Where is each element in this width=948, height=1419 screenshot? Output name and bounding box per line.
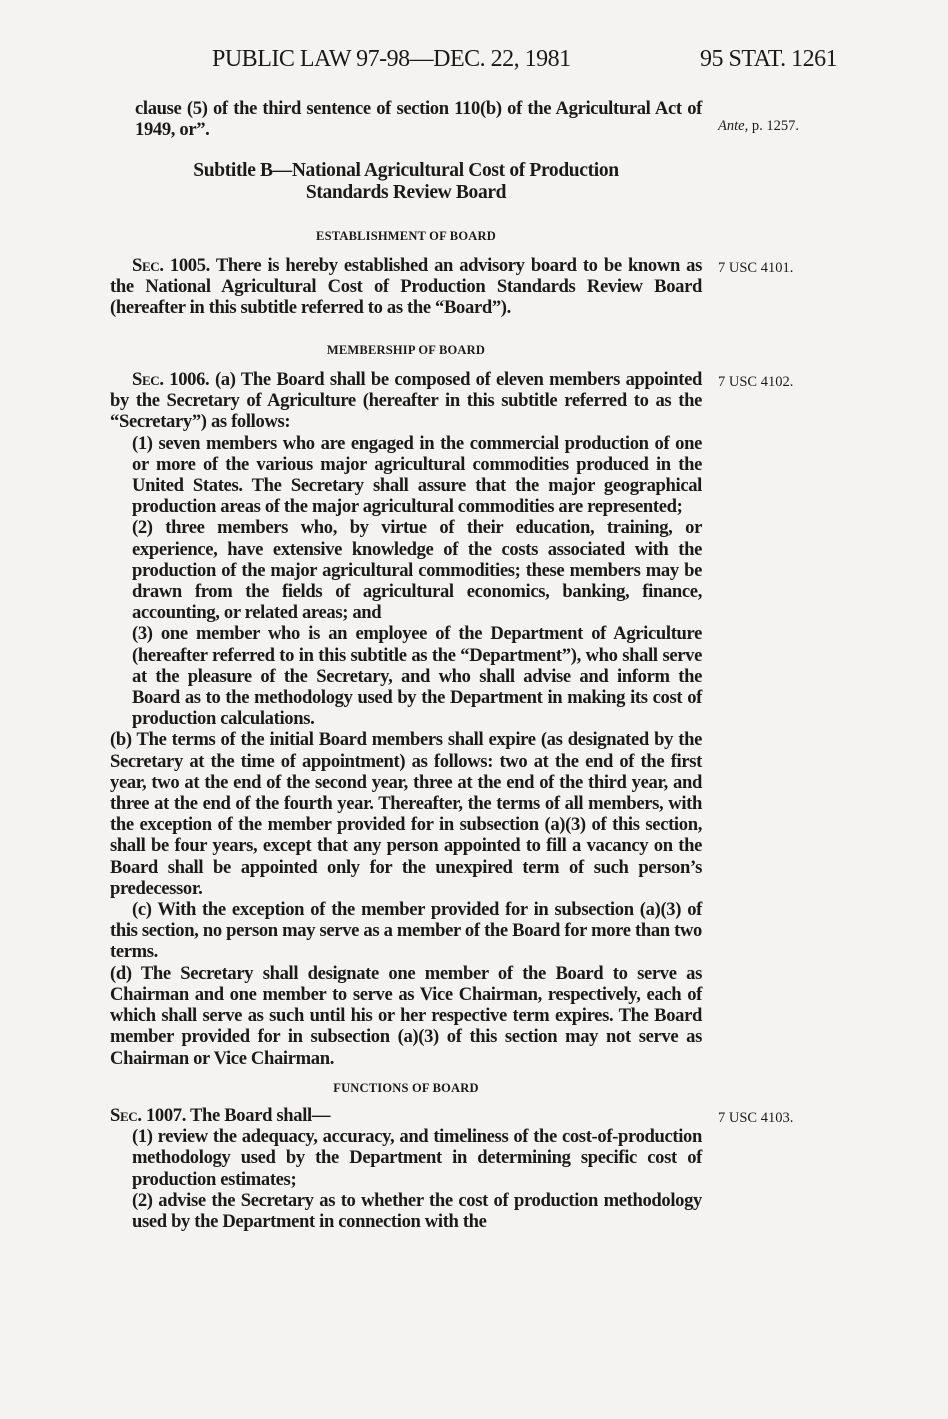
intro-paragraph: clause (5) of the third sentence of section 110(b) of the Agricultural Act of 1949, or”. (135, 98, 702, 141)
membership-subsection-d: (d) The Secretary shall designate one member of the Board to serve as Chairman and one member to serve as Vice Chairman, respectively, each of which shall serve as such until his or her respective term expires. The Board member provided for in subsection (a)(3) of this section may not serve as Chairman or Vice Chairman. (110, 962, 702, 1069)
membership-item-3: (3) one member who is an employee of the Department of Agriculture (hereafter referred to in this subtitle as the “Department”), who shall serve at the pleasure of the Secretary, and who shall advise and inform the Board as to the methodology used by the Department in making its cost of production calculations. (132, 623, 702, 730)
margin-note-usc-4102: 7 USC 4102. (718, 374, 794, 390)
functions-item-1: (1) review the adequacy, accuracy, and timeliness of the cost-of-production methodology used by the Department in determining specific cost of production estimates; (132, 1126, 702, 1190)
section-1006 (110, 369, 702, 1069)
section-1007-text: 1007. The Board shall— (141, 1105, 331, 1126)
section-heading-membership: MEMBERSHIP OF BOARD (326, 343, 486, 357)
subtitle-line-2: Standards Review Board (305, 182, 507, 203)
membership-subsection-c: (c) With the exception of the member provided for in subsection (a)(3) of this section, no person may serve as a member of the Board for more than two terms. (110, 899, 702, 963)
section-1006-text: 1006. (a) The Board shall be composed of eleven members appointed by the Secretary of Agriculture (hereafter in this subtitle referred to as the “Secretary”) as follows: (110, 369, 702, 433)
section-1007 (110, 1105, 702, 1232)
section-heading-establishment: ESTABLISHMENT OF BOARD (316, 229, 496, 243)
margin-note-ante (718, 118, 799, 135)
page-number: 95 STAT. 1261 (700, 46, 838, 72)
margin-note-ante-page: p. 1257. (748, 118, 799, 134)
membership-subsection-b: (b) The terms of the initial Board members shall expire (as designated by the Secretary at the time of appointment) as follows: two at the end of the first year, two at the end of the second year, three at the end of the third year, and three at the end of the fourth year. Thereafter, the terms of all members, with the exception of the member provided for in subsection (a)(3) of this section, shall be four years, except that any person appointed to fill a vacancy on the Board shall be appointed only for the unexpired term of such person’s predecessor. (110, 729, 702, 899)
functions-item-2: (2) advise the Secretary as to whether the cost of production methodology used by the Department in connection with the (132, 1189, 702, 1233)
sec-label: Sec. (132, 255, 164, 276)
section-heading-functions: FUNCTIONS OF BOARD (333, 1081, 479, 1095)
margin-note-ante-italic: Ante, (718, 118, 749, 134)
membership-item-1: (1) seven members who are engaged in the commercial production of one or more of the various major agricultural commodities produced in the United States. The Secretary shall assure that the major geographical production areas of the major agricultural commodities are represented; (132, 432, 702, 518)
section-1005-text: 1005. There is hereby established an advisory board to be known as the National Agricultural Cost of Production Standards Review Board (hereafter in this subtitle referred to as the “Board”). (110, 255, 702, 319)
running-header-title: PUBLIC LAW 97-98—DEC. 22, 1981 (212, 46, 571, 72)
margin-note-usc-4103: 7 USC 4103. (718, 1110, 794, 1126)
margin-note-usc-4101: 7 USC 4101. (718, 260, 794, 276)
subtitle-line-1: Subtitle B—National Agricultural Cost of Production (193, 160, 619, 181)
section-1005 (110, 255, 702, 319)
subtitle-heading (110, 160, 702, 204)
sec-label: Sec. (110, 1105, 142, 1126)
sec-label: Sec. (132, 369, 164, 390)
membership-item-2: (2) three members who, by virtue of their education, training, or experience, have extensive knowledge of the costs associated with the production of the major agricultural commodities; these members may be drawn from the fields of agricultural economics, banking, finance, accounting, or related areas; and (132, 517, 702, 624)
